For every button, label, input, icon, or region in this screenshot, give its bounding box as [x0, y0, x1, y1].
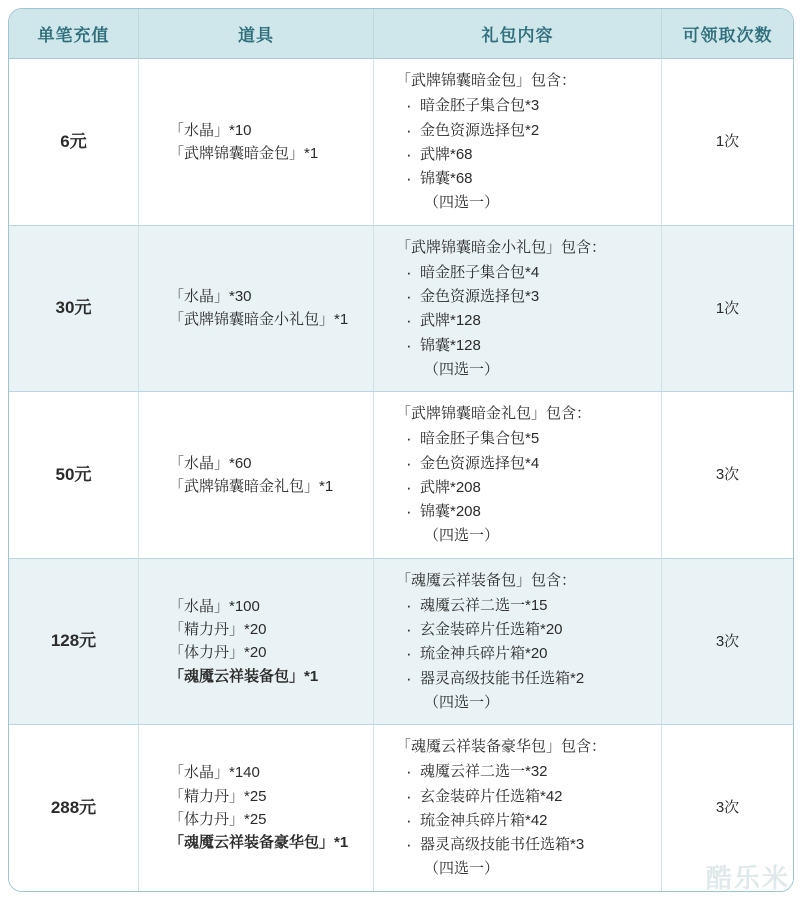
gift-contents-item: · 锦囊*128 — [402, 334, 651, 357]
gift-contents-item: · 武牌*208 — [402, 476, 651, 499]
cell-gift-contents — [374, 725, 662, 891]
item-line: 「武牌锦囊暗金包」*1 — [169, 144, 319, 162]
gift-contents-title: 「武牌锦囊暗金礼包」包含： — [396, 405, 592, 422]
gift-contents-list — [396, 261, 651, 357]
item-line: 「水晶」*10 — [169, 121, 252, 139]
gift-contents-item: · 金色资源选择包*3 — [402, 285, 651, 308]
cell-items — [139, 226, 374, 393]
gift-contents-item: · 武牌*68 — [402, 143, 651, 166]
item-line: 「武牌锦囊暗金小礼包」*1 — [169, 311, 349, 329]
gift-contents-note: （四选一） — [424, 693, 500, 711]
gift-contents-title: 「魂魇云祥装备豪华包」包含： — [396, 738, 607, 755]
item-line: 「武牌锦囊暗金礼包」*1 — [169, 477, 334, 495]
item-line: 「精力丹」*25 — [169, 787, 267, 805]
table-row — [9, 559, 793, 726]
cell-recharge-amount: 6元 — [9, 59, 139, 226]
table-header-row — [9, 9, 793, 59]
gift-contents-list — [396, 760, 651, 856]
watermark: 酷乐米 — [705, 863, 790, 893]
gift-contents-item: · 金色资源选择包*2 — [402, 119, 651, 142]
cell-items — [139, 59, 374, 226]
gift-contents-item: · 锦囊*68 — [402, 167, 651, 190]
gift-contents-note: （四选一） — [424, 527, 500, 545]
gift-contents-item: · 玄金装碎片任选箱*42 — [402, 785, 651, 808]
cell-claim-times: 3次 — [662, 392, 793, 559]
cell-recharge-amount: 30元 — [9, 226, 139, 393]
cell-claim-times: 3次 — [662, 559, 793, 726]
gift-contents-item: · 武牌*128 — [402, 309, 651, 332]
gift-contents-item: · 玄金装碎片任选箱*20 — [402, 618, 651, 641]
gift-contents-note: （四选一） — [424, 194, 500, 212]
gift-contents-title: 「武牌锦囊暗金包」包含： — [396, 72, 577, 89]
cell-claim-times: 3次 — [662, 725, 793, 891]
cell-gift-contents — [374, 559, 662, 726]
gift-contents-item: · 器灵高级技能书任选箱*2 — [402, 667, 651, 690]
item-line: 「水晶」*100 — [169, 597, 260, 615]
gift-contents-item: · 魂魇云祥二选一*32 — [402, 760, 651, 783]
cell-items — [139, 392, 374, 559]
gift-contents-item: · 暗金胚子集合包*4 — [402, 261, 651, 284]
table-row — [9, 392, 793, 559]
gift-contents-item: · 琉金神兵碎片箱*42 — [402, 809, 651, 832]
gift-contents-note: （四选一） — [424, 860, 500, 878]
cell-gift-contents — [374, 59, 662, 226]
gift-contents-item: · 锦囊*208 — [402, 500, 651, 523]
gift-contents-item: · 暗金胚子集合包*5 — [402, 427, 651, 450]
item-line: 「精力丹」*20 — [169, 621, 267, 638]
gift-contents-item: · 金色资源选择包*4 — [402, 452, 651, 475]
item-line: 「水晶」*140 — [169, 764, 260, 782]
cell-recharge-amount: 288元 — [9, 725, 139, 891]
table-body — [9, 59, 793, 891]
column-header-times: 可领取次数 — [662, 9, 793, 59]
gift-contents-note: （四选一） — [424, 360, 500, 378]
item-line: 「体力丹」*20 — [169, 644, 267, 662]
cell-items — [139, 559, 374, 726]
cell-gift-contents — [374, 392, 662, 559]
item-line: 「水晶」*30 — [169, 288, 252, 305]
recharge-reward-table — [8, 8, 794, 892]
column-header-items: 道具 — [139, 9, 374, 59]
gift-contents-list — [396, 427, 651, 523]
column-header-contents: 礼包内容 — [374, 9, 662, 59]
gift-contents-title: 「武牌锦囊暗金小礼包」包含： — [396, 238, 607, 256]
column-header-amount: 单笔充值 — [9, 9, 139, 59]
cell-claim-times: 1次 — [662, 226, 793, 393]
gift-contents-item: · 琉金神兵碎片箱*20 — [402, 642, 651, 665]
item-line: 「体力丹」*25 — [169, 810, 267, 828]
gift-contents-item: · 暗金胚子集合包*3 — [402, 94, 651, 117]
gift-contents-list — [396, 94, 651, 190]
cell-items — [139, 725, 374, 891]
gift-contents-list — [396, 594, 651, 690]
table-row — [9, 226, 793, 393]
gift-contents-item: · 器灵高级技能书任选箱*3 — [402, 833, 651, 856]
table-header — [9, 9, 793, 59]
table-row — [9, 725, 793, 891]
item-line: 「魂魇云祥装备豪华包」*1 — [169, 834, 349, 851]
cell-claim-times: 1次 — [662, 59, 793, 226]
item-line: 「魂魇云祥装备包」*1 — [169, 667, 319, 685]
item-line: 「水晶」*60 — [169, 454, 252, 472]
cell-recharge-amount: 128元 — [9, 559, 139, 726]
cell-recharge-amount: 50元 — [9, 392, 139, 559]
gift-contents-title: 「魂魇云祥装备包」包含： — [396, 571, 577, 589]
table-row — [9, 59, 793, 226]
gift-contents-item: · 魂魇云祥二选一*15 — [402, 594, 651, 617]
cell-gift-contents — [374, 226, 662, 393]
